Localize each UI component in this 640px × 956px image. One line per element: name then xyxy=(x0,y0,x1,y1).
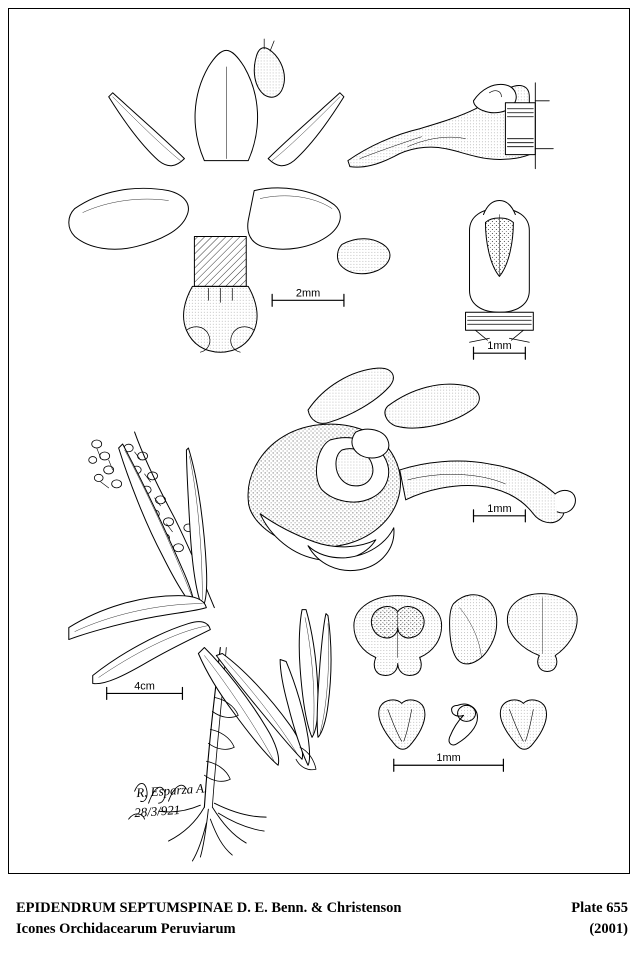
book-title: Icones Orchidacearum Peruviarum xyxy=(16,921,236,937)
scale-label-1mm-column: 1mm xyxy=(487,340,512,353)
botanical-plate-illustration xyxy=(9,9,629,873)
figure-column-front-view xyxy=(466,201,534,343)
figure-lateral-flower-view xyxy=(348,83,553,169)
figure-flower-enlarged-lateral xyxy=(248,368,575,570)
scale-label-1mm-parts: 1mm xyxy=(436,752,461,765)
scale-label-1mm-flower: 1mm xyxy=(487,502,512,515)
scale-label-4cm: 4cm xyxy=(134,680,155,693)
species-name: EPIDENDRUM SEPTUMSPINAE D. E. Benn. & Christenson xyxy=(16,900,402,916)
figure-lip-and-segments xyxy=(354,594,577,676)
plate-frame xyxy=(8,8,630,874)
figure-perianth-dissection xyxy=(69,39,390,352)
scale-label-2mm: 2mm xyxy=(295,287,321,300)
figure-pollinia-and-anther xyxy=(379,700,547,749)
artist-signature: R. Esparza A. xyxy=(135,780,208,801)
publication-year: (2001) xyxy=(589,921,628,937)
caption-right-block xyxy=(571,898,628,940)
plate-caption xyxy=(8,898,632,948)
artist-date: 28/3/921 xyxy=(133,801,181,821)
caption-left-block xyxy=(16,898,402,940)
plate-number: Plate 655 xyxy=(571,900,628,916)
